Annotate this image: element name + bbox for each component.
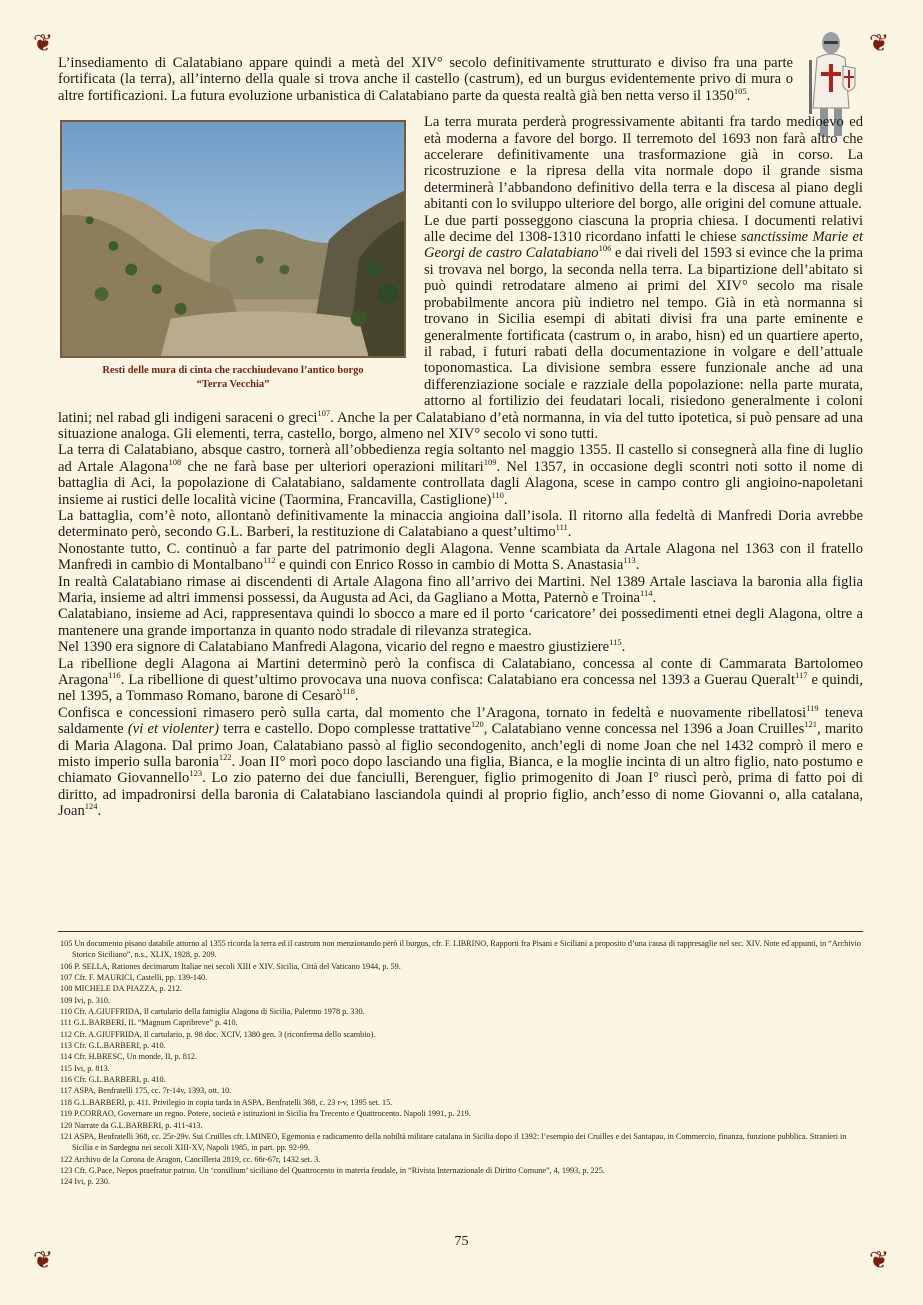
text-run: che ne farà base per ulteriori operazioni militari (181, 458, 484, 475)
paragraph (58, 442, 863, 508)
footnote: 113 Cfr. G.L.BARBERI, p. 410. (60, 1041, 166, 1051)
footnote-ref: 124 (84, 801, 98, 812)
text-run: Nel 1390 era signore di Calatabiano Manfredi Alagona, vicario del regno e maestro giustiziere (58, 639, 610, 656)
text-run: . Nel 1357, in occasione degli scontri noti sotto il nome di battaglia di Aci, la popolazione di Calatabiano, saldamente controllata dagli Alagona, scese in campo contro gli angioino-napoletani insieme ai rustici delle località vicine (Taormina, Francavilla, Castiglione) (58, 458, 864, 508)
paragraph (58, 541, 863, 574)
footnote-ref: 112 (263, 555, 276, 566)
paragraph (58, 574, 863, 607)
landscape-photo (60, 120, 406, 358)
caption-line: “Terra Vecchia” (196, 379, 270, 391)
text-run: . (354, 688, 359, 705)
footnote-ref: 111 (555, 522, 568, 533)
text-run: Nonostante tutto, C. continuò a far parte del patrimonio degli Alagona. Venne scambiata da Artale Alagona nel 1363 con il fratello Manfredi in cambio di Montalbano (58, 540, 863, 574)
text-run: . (652, 590, 657, 606)
footnote-ref: 122 (218, 752, 232, 763)
paragraph (58, 702, 864, 820)
footnote: 123 Cfr. G.Pace, Nepos praefratur patruo. Un ‘consilium’ siciliano del Quattrocento in materia feudale, in “Rivista Internazionale di Diritto Comune”, 4, 1993, p. 225. (60, 1165, 605, 1175)
text-run: Confisca e concessioni rimasero però sulla carta, dal momento che l’Aragona, tornato in fedeltà e nuovamente ribellatosi (58, 704, 807, 721)
text-run: teneva saldamente (58, 704, 863, 738)
text-run: . (746, 87, 751, 104)
footnote: 120 Narrate da G.L.BARBERI, p. 411-413. (60, 1120, 203, 1130)
footnote-ref: 110 (491, 489, 504, 500)
caption-line: Resti delle mura di cinta che racchiudevano l’antico borgo (102, 365, 364, 377)
footnote-ref: 114 (640, 588, 653, 599)
footnote: 106 P. SELLA, Rationes decimarum Italiae nei secoli XIII e XIV. Sicilia, Città del Vaticano 1944, p. 59. (60, 961, 401, 971)
text-run: . (635, 557, 640, 574)
footnote-ref: 115 (609, 637, 622, 648)
footnote: 118 G.L.BARBERI, p. 411. Privilegio in copia tarda in ASPA, Benfratelli 368, c. 23 r-v, 1395 set. 15. (60, 1097, 393, 1107)
italic-text: (vi et violenter) (127, 721, 220, 738)
text-run: . (621, 639, 626, 656)
text-run: e dai riveli del 1593 si evince che la prima si trovava nel borgo, la seconda nella terra. La bipartizione dell’abitato si può quindi retrodatare almeno ai primi del XIV° secolo ma risale probabilmente ancora più indietro nel tempo. Già in età normanna si trovano in Sicilia esempi di abitati divisi fra una parte eminente e generalmente fortificata (castrum o, in arabo, hisn) ed un quartiere aperto, il rabad, i futuri rabati della documentazione in volgare e dell’attuale toponomastica. La divisione sembra essere funzionale anche ad una differenziazione sociale e razziale della popolazione: nella parte murata, attorno al fortilizio dei feudatari locali, risiedono generalmente i coloni latini; nel rabad gli indigeni saraceni o greci (58, 245, 863, 426)
figure (60, 120, 406, 392)
text-run: La battaglia, com’è noto, allontanò definitivamente la minaccia angioina dall’isola. Il ritorno alla fedeltà di Manfredi Doria avrebbe determinato però, secondo G.L. Barberi, la restituzione di Calatabiano a quest’ultimo (58, 507, 863, 541)
corner-ornament-icon: ❦ (868, 29, 890, 57)
corner-ornament-icon: ❦ (868, 1246, 890, 1274)
footnote: 112 Cfr. A.GIUFFRIDA, Il cartulario, p. 98 doc. XCIV, 1380 gen. 3 (riconferma dello scambio). (60, 1029, 376, 1039)
paragraph: La terra murata perderà progressivamente abitanti fra tardo medioevo ed età moderna a favore del borgo. Il terremoto del 1693 non farà altro che accelerare definitivamente una trasformazione già in corso. La ricostruzione e la ripresa della vita normale dopo il grande sisma determinerà l’abbandono definitivo della terra e la discesa al piano degli abitanti con lo sviluppo ulteriore del borgo, alle origini del comune attuale. (424, 114, 863, 213)
footnote-ref: 107 (317, 407, 331, 418)
text-run: In realtà Calatabiano rimase ai discendenti di Artale Alagona fino all’arrivo dei Martini. Nel 1389 Artale lasciava la baronia alla figlia Maria, insieme ad altri immensi possessi, da Augusta ad Aci, da Gagliano a Motta, Paternò e Troina (58, 573, 863, 606)
text-run: . (97, 803, 102, 820)
italic-text: sanctissime Marie et Georgi de castro Calatabiano (424, 229, 863, 262)
text-run: La terra di Calatabiano, absque castro, tornerà all’obbedienza regia soltanto nel maggio 1355. Il castello si consegnerà alla fine di luglio ad Artale Alagona (58, 442, 863, 475)
paragraph (58, 656, 863, 705)
paragraph: Calatabiano, insieme ad Aci, rappresentava quindi lo sbocco a mare ed il porto ‘caricatore’ dei possedimenti etnei degli Alagona, oltre a mantenere una grande importanza in quanto nodo stradale di rilevanza strategica. (58, 606, 863, 639)
text-run: . Lo zio paterno dei due fanciulli, Berenguer, figlio primogenito di Joan I° riuscì però, prima di fatto poi di diritto, ad impadronirsi della baronia di Calatabiano lasciandola quindi al proprio figlio, anch’esso di nome Giovanni o, alla catalana, Joan (58, 770, 863, 820)
footnote: 124 Ivi, p. 230. (60, 1177, 111, 1187)
footnote: 109 Ivi, p. 310. (60, 995, 111, 1005)
footnote: 116 Cfr. G.L.BARBERI, p. 410. (60, 1075, 166, 1085)
footnote-ref: 106 (598, 243, 612, 254)
footnote-ref: 116 (108, 670, 121, 681)
footnote: 115 Ivi, p. 813. (60, 1063, 110, 1073)
footnote-ref: 108 (168, 456, 182, 467)
text-run: e quindi con Enrico Rosso in cambio di Motta S. Anastasia (275, 557, 624, 574)
paragraph (58, 639, 863, 655)
page-number: 75 (454, 1234, 469, 1249)
footnote: 117 ASPA, Benfratelli 175, cc. 7r-14v, 1393, ott. 10. (60, 1086, 232, 1096)
text-run: terra e castello. Dopo complesse trattative (219, 721, 472, 738)
text-run: Le due parti posseggono ciascuna la propria chiesa. I documenti relativi alle decime del 1308-1310 ricordano infatti le chiese (424, 212, 863, 246)
paragraph (58, 508, 863, 541)
footnote-ref: 113 (623, 555, 636, 566)
footnote: 105 Un documento pisano databile attorno al 1355 ricorda la terra ed il castrum non menzionando però il burgus, cfr. F. LIBRINO, Rapporti fra Pisani e Siciliani a proposito d’una causa di rappresaglie nel sec. XIV. Note ed appunti, in “Archivio Storico Siciliano”, n.s., XLIX, 1928, p. 209. (60, 939, 861, 960)
text-run: . Anche la per Calatabiano d’età normanna, in via del tutto ipotetica, si può pensare ad una situazione analoga. Gli elementi, terra, castello, borgo, almeno nel XIV° secolo vi sono tutti. (58, 409, 863, 442)
text-run: . Joan II° morì poco dopo lasciando una figlia, Bianca, e la moglie incinta di un altro figlio, nato postumo e chiamato Giovannello (58, 754, 864, 787)
footnote: 114 Cfr. H.BRESC, Un monde, II, p. 812. (60, 1052, 198, 1062)
corner-ornament-icon: ❦ (32, 29, 54, 57)
intro-paragraph-block (58, 55, 793, 104)
footnote: 122 Archivo de la Corona de Aragon, Cancilleria 2819, cc. 66r-67r, 1432 set. 3. (60, 1154, 321, 1164)
text-run: e quindi, nel 1395, a Tommaso Romano, barone di Cesarò (58, 672, 863, 705)
footnote: 107 Cfr. F. MAURICI, Castelli, pp. 139-140. (60, 973, 208, 983)
footnote-ref: 118 (342, 686, 355, 697)
footnote-ref: 109 (483, 456, 497, 467)
footnote-ref: 117 (795, 670, 808, 681)
footnote-ref: 120 (471, 719, 484, 730)
text-run: , marito di Maria Alagona. Dal primo Joan, Calatabiano passò al figlio secondogenito, anch’egli di nome Joan che nel 1432 comprò il mero e misto imperio sulla baronia (58, 721, 863, 771)
footnote-ref: 119 (806, 702, 819, 713)
text-run: , Calatabiano venne concessa nel 1396 a Joan Cruilles (483, 721, 805, 738)
footnote-ref: 123 (189, 768, 203, 779)
text-run: . La ribellione di quest’ultimo provocava una nuova confisca: Calatabiano era concessa nel 1393 a Guerau Queralt (120, 672, 796, 689)
footnote: 108 MICHELE DA PIAZZA, p. 212. (60, 984, 182, 994)
footnote-ref: 105 (733, 85, 747, 96)
footnote: 121 ASPA, Benfratelli 368, cc. 25r-29v. Sui Cruilles cfr. I.MINEO, Egemonia e radicamento della nobiltà militare catalana in Sicilia dopo il 1392: l’esempio dei Cruilles e dei Santapau, in Commercio, finanza, funzione pubblica. Stranieri in Sicilia e in Sardegna nei secoli XIII-XV, Napoli 1985, in part. pp. 92-99. (60, 1131, 847, 1153)
text-run: L’insediamento di Calatabiano appare quindi a metà del XIV° secolo definitivamente strutturato e diviso fra una parte fortificata (la terra), all’interno della quale si trova anche il castello (castrum), ed un burgus evidentemente privo di mura o altre fortificazioni. La futura evoluzione urbanistica di Calatabiano parte da questa realtà già ben netta verso il 1350 (58, 55, 793, 104)
corner-ornament-icon: ❦ (32, 1246, 54, 1274)
text-run: . (503, 491, 508, 508)
paragraph (58, 55, 793, 104)
footnote-divider (58, 931, 863, 932)
main-text (58, 55, 863, 820)
figure-caption (60, 364, 406, 392)
footnotes (60, 938, 865, 1188)
footnote: 119 P.CORRAO, Governare un regno. Potere, società e istituzioni in Sicilia fra Trecento e Quattrocento. Napoli 1991, p. 219. (60, 1109, 471, 1119)
text-run: La ribellione degli Alagona ai Martini determinò però la confisca di Calatabiano, concessa al conte di Cammarata Bartolomeo Aragona (58, 655, 863, 689)
footnote: 110 Cfr. A.GIUFFRIDA, Il cartulario della famiglia Alagona di Sicilia, Palermo 1978 p. 330. (60, 1007, 365, 1017)
footnote-ref: 121 (804, 719, 817, 730)
footnote: 111 G.L.BARBERI, IL “Magnum Capribreve” p. 410. (60, 1018, 238, 1028)
text-run: . (567, 524, 572, 541)
